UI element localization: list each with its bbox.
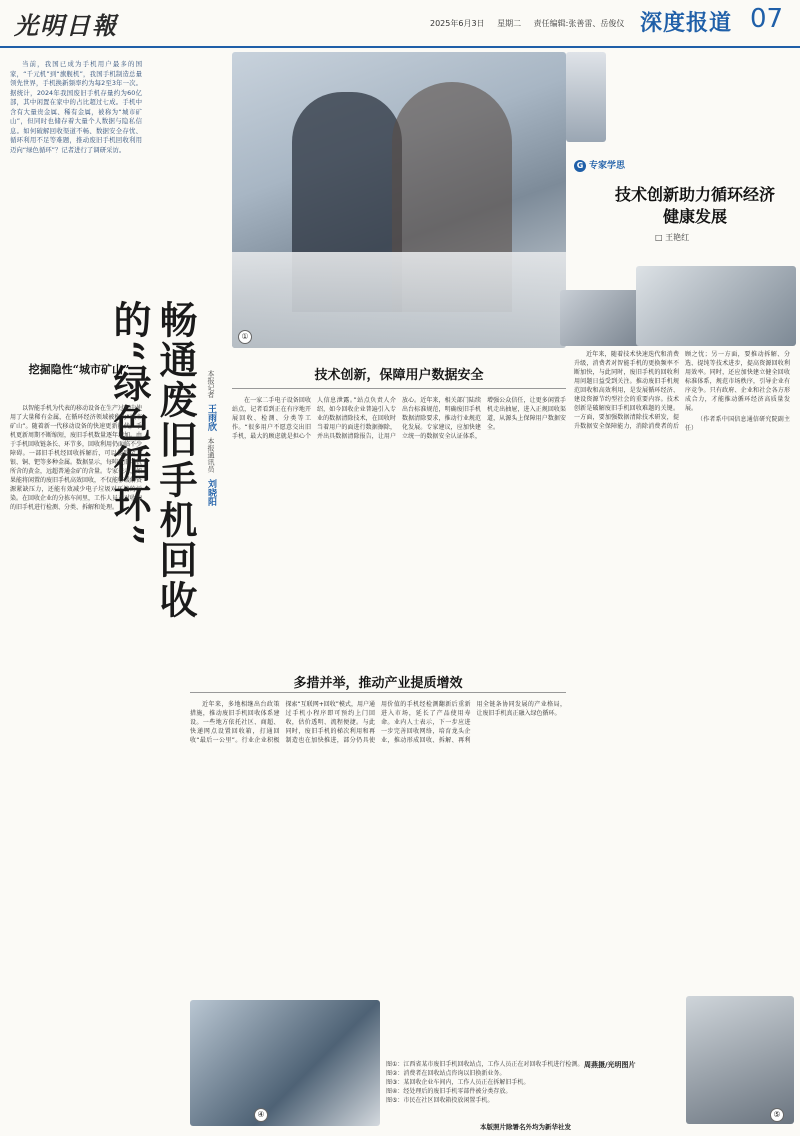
expert-affiliation: （作者系中国信息通信研究院副主任） xyxy=(685,416,790,432)
expert-column xyxy=(574,350,790,1070)
page-number: 07 xyxy=(750,4,784,34)
caption: 图⑤：市民在社区回收箱投放闲置手机。 xyxy=(386,1097,494,1104)
photo-shoppers xyxy=(232,52,566,348)
issue-weekday: 星期二 xyxy=(497,19,522,28)
caption: 图③：某回收企业车间内，工作人员正在拆解旧手机。 xyxy=(386,1079,530,1086)
section-data-security xyxy=(232,396,566,666)
byline xyxy=(196,370,216,670)
masthead xyxy=(0,0,800,48)
reporter-1: 王雨欣 xyxy=(206,404,216,432)
divider xyxy=(190,692,566,693)
photo-phones xyxy=(566,52,606,142)
section-industry xyxy=(190,700,566,1000)
reporter-2: 刘晓阳 xyxy=(206,478,216,506)
byline-label: 本报记者 xyxy=(207,370,215,398)
lead-text: 当前，我国已成为手机用户最多的国家，“千元机”到“旗舰机”，我国手机制造总量领先世界，手机换新频率约为每2至3年一次。据统计，2024年我国废旧手机存量约为60亿部，其中闲置在家中的占比超过七成。手机中含有大量贵金属、稀有金属，被称为“城市矿山”，但同时也储存着大量个人数据与隐私信息。如何破解回收渠道不畅、数据安全存忧、循环利用不足等难题，推动废旧手机回收利用迈向“绿色循环”？记者进行了调研采访。 xyxy=(10,60,142,154)
photo-number-label: ④ xyxy=(254,1108,268,1122)
expert-author: □ 王艳红 xyxy=(655,233,690,242)
section-text: 在一家二手电子设备回收站点，记者看到正在有序地开展回收、检测、分类等工作。“很多用户不愿意交出旧手机，最大的顾虑就是担心个人信息泄露。”站点负责人介绍，如今回收企业普遍引入专业的数据清除技术，在回收时当着用户的面进行数据擦除，并出具数据清除报告，让用户放心。近年来，相关部门陆续出台标准规范，明确废旧手机数据清除要求，推动行业规范化发展。专家建议，应加快建立统一的数据安全认证体系，增强公众信任，让更多闲置手机走出抽屉，进入正规回收渠道，从源头上保障用户数据安全。 xyxy=(232,397,566,440)
section-text: 以智能手机为代表的移动设备在生产过程中使用了大量稀有金属，在循环经济领域被称为“城市矿山”。随着新一代移动设备的快速更新换代，手机更新周期不断缩短，废旧手机数量逐年增加。由于手机回收链条长、环节多，回收利用仍面临不少障碍。一部旧手机经回收拆解后，可以提取金、银、铜、钯等多种金属。数据显示，每吨废旧手机所含的黄金，远超普通金矿的含量。专家表示，如果能将闲置的废旧手机高效回收，不仅能够缓解资源紧缺压力，还能有效减少电子垃圾对环境的污染。在回收企业的分拣车间里，工作人员正对收购的旧手机进行检测、分类、拆解和处理。 xyxy=(10,405,142,511)
section-urban-mine xyxy=(10,404,142,1124)
expert-tag xyxy=(574,158,625,172)
editors: 责任编辑:张善雷、岳俊仪 xyxy=(533,19,625,28)
photo-counter xyxy=(232,252,566,348)
issue-date: 2025年6月3日 xyxy=(430,19,485,28)
main-headline: 畅通废旧手机回收的“绿色循环” xyxy=(107,300,198,620)
section-text: 近年来，多地相继出台政策措施，推动废旧手机回收体系建设。一些地方依托社区、商超、快递网点设置回收箱，打通回收“最后一公里”。行业企业积极探索“互联网+回收”模式，用户通过手机小程序即可预约上门回收，估价透明、流程便捷。与此同时，废旧手机的梯次利用和再制造也在加快推进，部分仍具使用价值的手机经检测翻新后重新进入市场，延长了产品使用寿命。业内人士表示，下一步应进一步完善回收网络，培育龙头企业，推动形成回收、拆解、再利用全链条协同发展的产业格局，让废旧手机真正融入绿色循环。 xyxy=(190,701,566,744)
subhead-data-security: 技术创新，保障用户数据安全 xyxy=(314,368,484,383)
divider xyxy=(232,388,566,389)
byline-label-2: 本报通讯员 xyxy=(207,437,215,473)
caption: 图④：经处理后的废旧手机零部件被分类存放。 xyxy=(386,1088,512,1095)
expert-tag-label: 专家学思 xyxy=(589,161,626,171)
newspaper-logo: 光明日報 xyxy=(14,11,118,40)
photo-recycling-box xyxy=(686,996,794,1124)
expert-title: 技术创新助力循环经济健康发展 xyxy=(614,185,775,226)
section-title: 深度报道 xyxy=(640,11,733,36)
lead-paragraph xyxy=(10,60,142,332)
photo-number-label: ⑤ xyxy=(770,1108,784,1122)
expert-author-name: 王艳红 xyxy=(665,233,690,242)
photo-factory xyxy=(636,266,796,346)
dateline xyxy=(430,18,634,29)
expert-text: 近年来，随着技术快速迭代和消费升级，消费者对智能手机的更换频率不断加快，与此同时，废旧手机的回收利用问题日益受到关注。推动废旧手机规范回收和高效利用，是发展循环经济、建设资源节约型社会的重要内容。技术创新是破解废旧手机回收难题的关键。一方面，要加强数据清除技术研发，提升数据安全保障能力，消除消费者的后顾之忧；另一方面，要推动拆解、分选、提纯等技术进步，提高资源回收利用效率。同时，还应加快建立健全回收标准体系，规范市场秩序，引导企业有序竞争。只有政府、企业和社会各方形成合力，才能推动循环经济高质量发展。 xyxy=(574,351,790,430)
g-logo-icon: G xyxy=(574,160,586,172)
photographer: 周燕摄/光明图片 xyxy=(584,1061,636,1069)
caption: 图②：消费者在回收站点咨询以旧换新业务。 xyxy=(386,1070,506,1077)
caption: 图①：江西省某市废旧手机回收站点，工作人员正在对回收手机进行检测。 xyxy=(386,1061,584,1068)
photo-number-label: ① xyxy=(238,330,252,344)
photo-components xyxy=(190,1000,380,1126)
subhead-industry: 多措并举，推动产业提质增效 xyxy=(293,676,463,691)
photo-credit: 本版照片除署名外均为新华社发 xyxy=(480,1123,571,1131)
subhead-urban-mine: 挖掘隐性“城市矿山” xyxy=(28,363,130,376)
